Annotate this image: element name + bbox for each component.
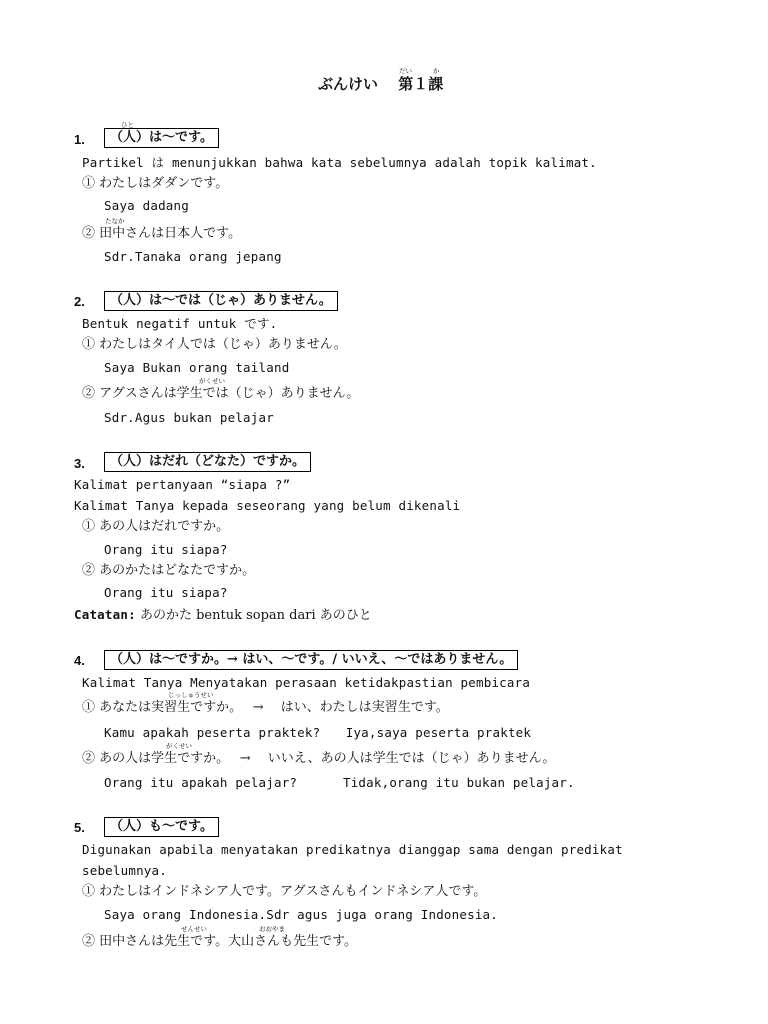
section-1-pattern: （人）は～です。 — [104, 128, 219, 148]
section-3-note — [74, 607, 372, 624]
section-1-desc: Partikel は menunjukkan bahwa kata sebelumnya adalah topik kalimat. — [82, 155, 597, 170]
section-3-example-2-tr: Orang itu siapa? — [104, 585, 228, 600]
section-5-example-1-tr: Saya orang Indonesia.Sdr agus juga orang Indonesia. — [104, 907, 499, 922]
section-2-example-2-tr: Sdr.Agus bukan pelajar — [104, 410, 274, 425]
section-2-example-2-ruby: がくせい — [199, 377, 225, 385]
section-1-example-1-tr: Saya dadang — [104, 198, 189, 213]
section-1-example-2-jp: ② 田中さんは日本人です。 — [82, 226, 242, 241]
section-5-pattern: （人）も～です。 — [104, 817, 219, 837]
page-title — [318, 76, 443, 92]
section-2-example-1-jp: ① わたしはタイ人では（じゃ）ありません。 — [82, 337, 347, 352]
note-text: あのかた bentuk sopan dari あのひと — [139, 608, 372, 623]
section-4-example-1-jp: ① あなたは実習生ですか。 → はい、わたしは実習生です。 — [82, 700, 449, 715]
section-1-number: 1. — [74, 132, 85, 147]
section-2-example-2-jp: ② アグスさんは学生では（じゃ）ありません。 — [82, 386, 360, 401]
section-4-example-2-tr: Orang itu apakah pelajar? Tidak,orang itu bukan pelajar. — [104, 775, 575, 790]
section-3-example-1-tr: Orang itu siapa? — [104, 542, 228, 557]
section-3-desc-1: Kalimat pertanyaan “siapa ?” — [74, 477, 291, 492]
section-4-example-1-tr: Kamu apakah peserta praktek? Iya,saya peserta praktek — [104, 725, 532, 740]
section-1-example-2-ruby: たなか — [105, 217, 125, 225]
section-4-desc: Kalimat Tanya Menyatakan perasaan ketidakpastian pembicara — [82, 675, 531, 690]
note-label: Catatan: — [74, 607, 136, 622]
section-3-number: 3. — [74, 456, 85, 471]
section-5-example-1-jp: ① わたしはインドネシア人です。アグスさんもインドネシア人です。 — [82, 884, 487, 899]
section-1-pattern-ruby: ひと — [121, 121, 134, 129]
section-4-example-2-jp: ② あの人は学生ですか。 → いいえ、あの人は学生では（じゃ）ありません。 — [82, 751, 556, 766]
section-2-number: 2. — [74, 294, 85, 309]
title-ruby-dai: だい — [399, 67, 412, 75]
section-4-pattern: （人）は～ですか。→ はい、～です。/ いいえ、～ではありません。 — [104, 650, 518, 670]
section-2-example-1-tr: Saya Bukan orang tailand — [104, 360, 290, 375]
section-3-example-2-jp: ② あのかたはどなたですか。 — [82, 563, 256, 578]
section-4-example-2-ruby: がくせい — [166, 742, 192, 750]
section-5-desc-1: Digunakan apabila menyatakan predikatnya dianggap sama dengan predikat — [82, 842, 623, 857]
section-5-example-2-ruby: せんせい — [181, 925, 207, 933]
title-prefix: ぶんけい — [318, 75, 379, 93]
section-5-desc-2: sebelumnya. — [82, 863, 167, 878]
section-3-desc-2: Kalimat Tanya kepada seseorang yang belum dikenali — [74, 498, 461, 513]
section-2-pattern: （人）は～では（じゃ）ありません。 — [104, 291, 338, 311]
section-3-example-1-jp: ① あの人はだれですか。 — [82, 519, 230, 534]
section-5-number: 5. — [74, 820, 85, 835]
title-lesson: 第１課 — [398, 75, 444, 93]
section-2-desc: Bentuk negatif untuk です. — [82, 316, 278, 331]
section-4-number: 4. — [74, 653, 85, 668]
section-1-example-1-jp: ① わたしはダダンです。 — [82, 176, 229, 191]
section-3-pattern: （人）はだれ（どなた）ですか。 — [104, 452, 311, 472]
section-1-example-2-tr: Sdr.Tanaka orang jepang — [104, 249, 282, 264]
section-5-example-2-jp: ② 田中さんは先生です。大山さんも先生です。 — [82, 934, 358, 949]
title-ruby-ka: か — [433, 67, 440, 75]
section-4-example-1-ruby: じっしゅうせい — [168, 691, 214, 699]
section-5-example-2-ruby2: おおやま — [259, 925, 285, 933]
